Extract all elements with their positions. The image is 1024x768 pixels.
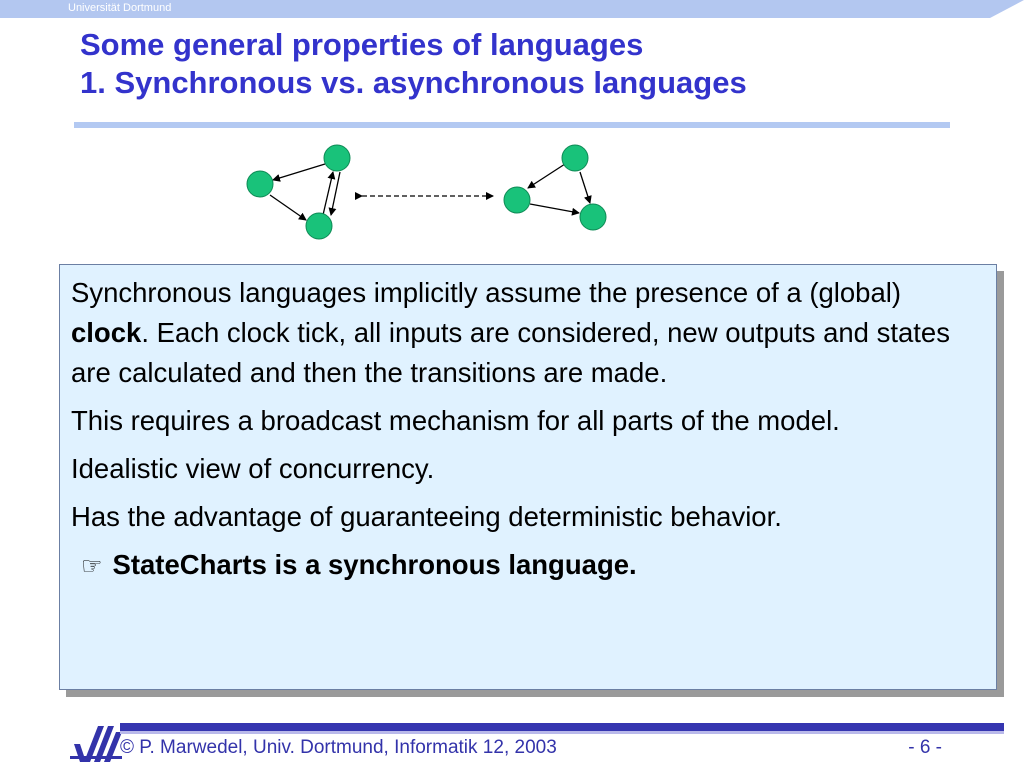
conclusion-text: StateCharts is a synchronous language. <box>112 549 637 580</box>
pointing-hand-icon: ☞ <box>81 553 103 580</box>
paragraph-clock <box>71 273 986 393</box>
left-edge-left-to-bottom <box>270 195 306 220</box>
conclusion-line <box>71 545 986 587</box>
footer-bar <box>120 723 1004 731</box>
right-edge-top-to-left <box>528 164 565 188</box>
right-node-right <box>580 204 606 230</box>
paragraph-clock-text-1: Synchronous languages implicitly assume the presence of a (global) <box>71 277 902 308</box>
right-edge-top-to-right <box>580 172 590 203</box>
right-node-top <box>562 145 588 171</box>
right-edge-left-to-right <box>530 204 579 213</box>
left-node-left <box>247 171 273 197</box>
left-graph <box>247 145 350 239</box>
left-edge-bottom-to-top <box>323 172 333 215</box>
footer-copyright: © P. Marwedel, Univ. Dortmund, Informatik 12, 2003 <box>120 737 557 758</box>
left-edge-top-to-left <box>273 164 325 180</box>
page-number: - 6 - <box>908 737 942 758</box>
left-node-bottom <box>306 213 332 239</box>
university-label: Universität Dortmund <box>68 2 172 14</box>
paragraph-determinism: Has the advantage of guaranteeing deterministic behavior. <box>71 501 782 532</box>
slide-title-line-2: 1. Synchronous vs. asynchronous languages <box>80 65 747 100</box>
right-node-left <box>504 187 530 213</box>
footer-bar-accent <box>120 731 1004 734</box>
left-node-top <box>324 145 350 171</box>
content-box <box>59 264 997 690</box>
paragraph-broadcast: This requires a broadcast mechanism for all parts of the model. <box>71 405 840 436</box>
university-logo-icon <box>70 722 122 764</box>
paragraph-clock-text-2: . Each clock tick, all inputs are considered, new outputs and states are calculated and then the transitions are made. <box>71 317 950 388</box>
clock-term: clock <box>71 317 142 348</box>
slide-title-line-1: Some general properties of languages <box>80 27 644 62</box>
right-graph <box>504 145 606 230</box>
paragraph-concurrency: Idealistic view of concurrency. <box>71 453 435 484</box>
left-edge-top-to-bottom <box>331 172 340 215</box>
sync-async-diagram <box>0 0 1024 260</box>
